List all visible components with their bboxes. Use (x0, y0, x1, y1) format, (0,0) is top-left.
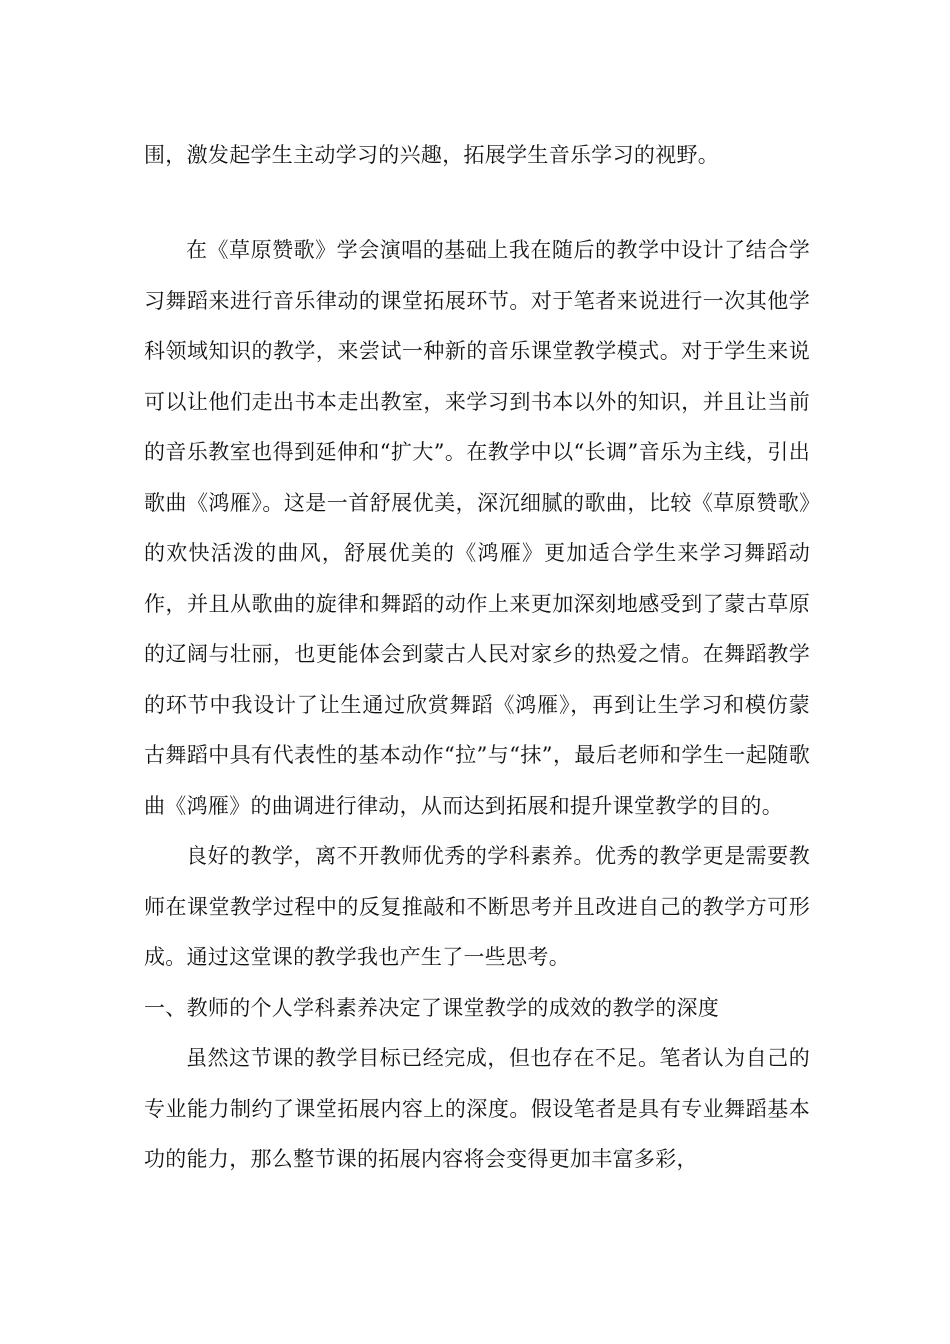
main-text-block (144, 225, 810, 1185)
paragraph-extension-section: 在《草原赞歌》学会演唱的基础上我在随后的教学中设计了结合学习舞蹈来进行音乐律动的课堂拓展环节。对于笔者来说进行一次其他学科领域知识的教学，来尝试一种新的音乐课堂教学模式。对于学生来说可以让他们走出书本走出教室，来学习到书本以外的知识，并且让当前的音乐教室也得到延伸和“扩大”。在教学中以“长调”音乐为主线，引出歌曲《鸿雁》。这是一首舒展优美，深沉细腻的歌曲，比较《草原赞歌》的欢快活泼的曲风，舒展优美的《鸿雁》更加适合学生来学习舞蹈动作，并且从歌曲的旋律和舞蹈的动作上来更加深刻地感受到了蒙古草原的辽阔与壮丽，也更能体会到蒙古人民对家乡的热爱之情。在舞蹈教学的环节中我设计了让生通过欣赏舞蹈《鸿雁》，再到让生学习和模仿蒙古舞蹈中具有代表性的基本动作“拉”与“抹”，最后老师和学生一起随歌曲《鸿雁》的曲调进行律动，从而达到拓展和提升课堂教学的目的。 (144, 238, 810, 818)
section-heading: 一、教师的个人学科素养决定了课堂教学的成效的教学的深度 (144, 995, 720, 1020)
paragraph-shortcomings: 虽然这节课的教学目标已经完成，但也存在不足。笔者认为自己的专业能力制约了课堂拓展内容上的深度。假设笔者是具有专业舞蹈基本功的能力，那么整节课的拓展内容将会变得更加丰富多彩， (144, 1046, 810, 1171)
paragraph-teaching-quality: 良好的教学，离不开教师优秀的学科素养。优秀的教学更是需要教师在课堂教学过程中的反复推敲和不断思考并且改进自己的教学方可形成。通过这堂课的教学我也产生了一些思考。 (144, 844, 810, 969)
continuation-block (144, 130, 810, 181)
continuation-paragraph: 围，激发起学生主动学习的兴趣，拓展学生音乐学习的视野。 (144, 143, 720, 167)
